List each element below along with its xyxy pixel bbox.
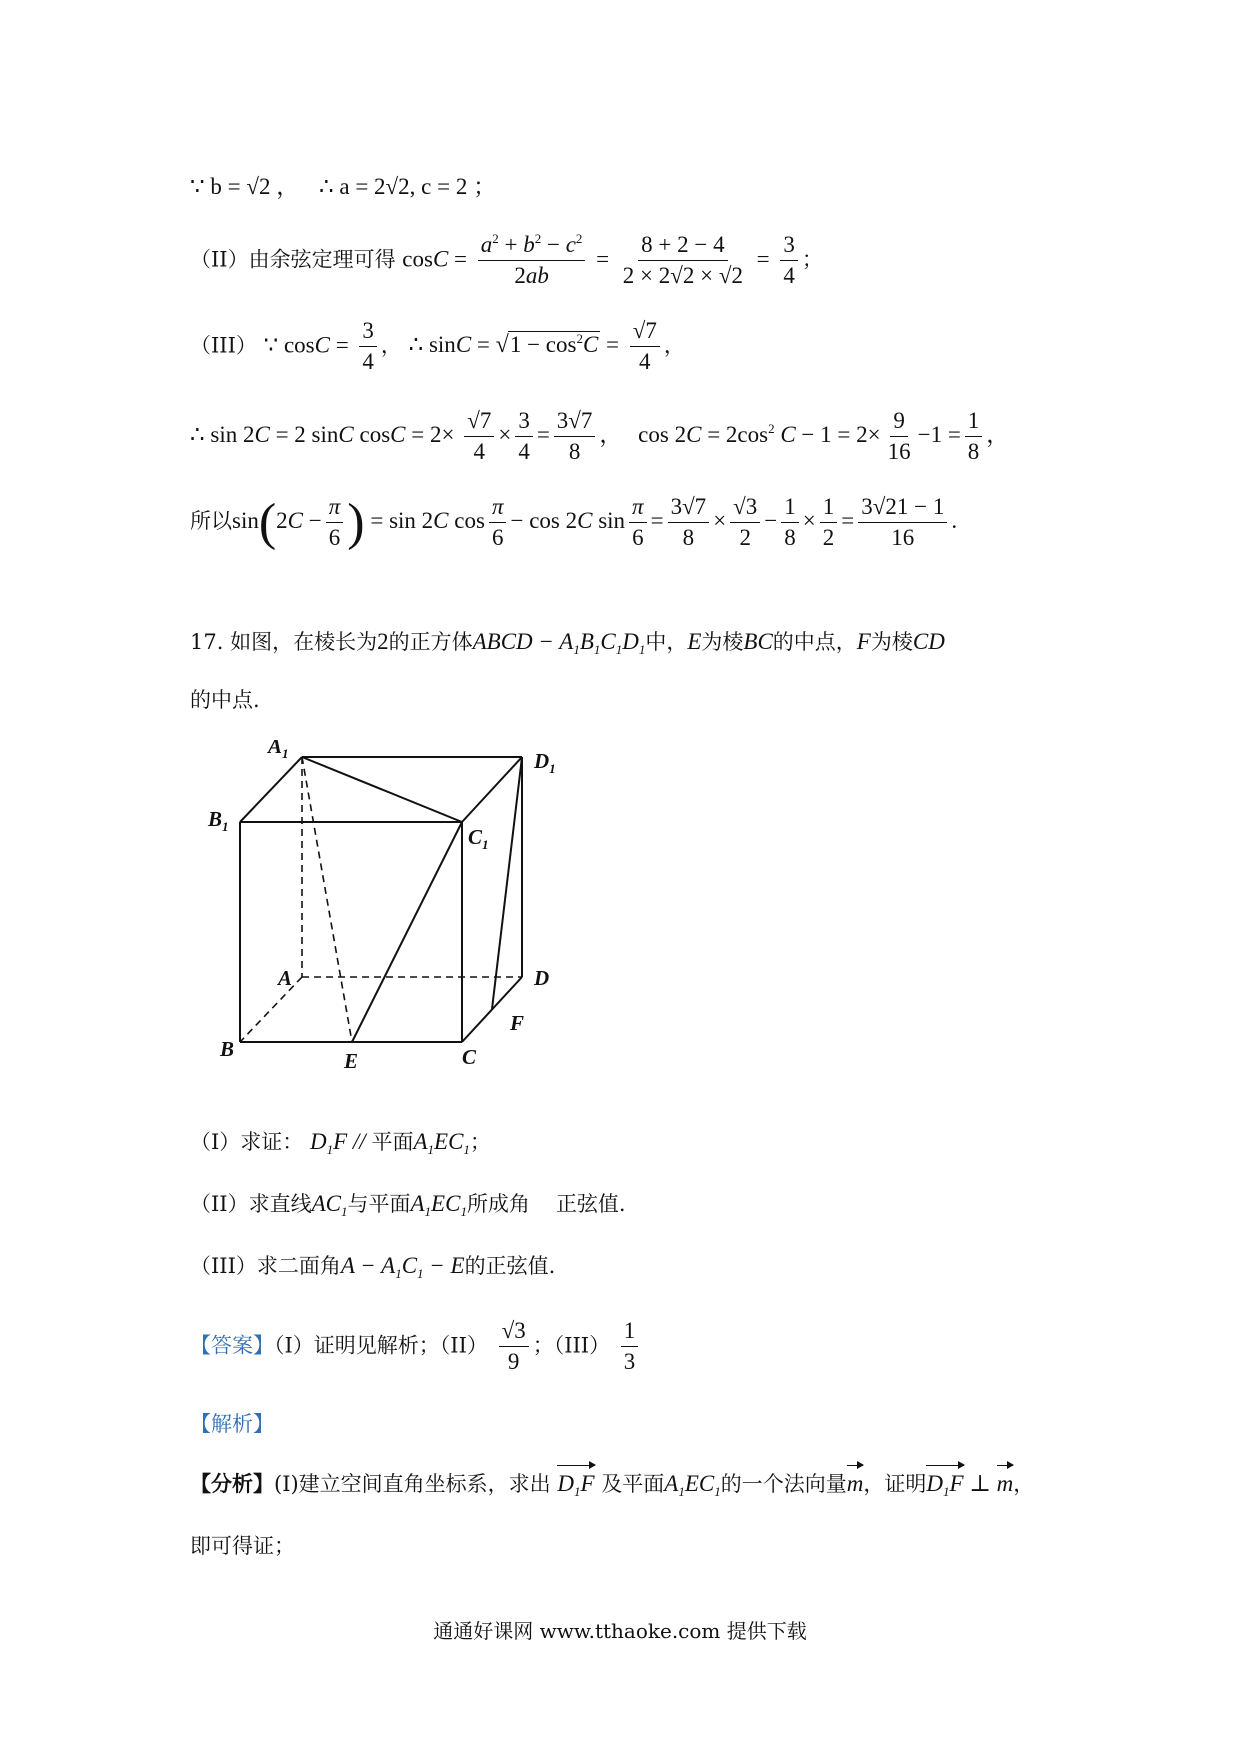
solution-part-3: （III） ∵ cosC = $\frac{3}{4}$ ， ∴ $\sin C = √1 - \cos^2C$ = $\frac{√7}{4}$ ， bbox=[190, 318, 685, 375]
q1-text-b: 平面 bbox=[371, 1130, 414, 1154]
label-c: C bbox=[462, 1045, 477, 1069]
label-d: D bbox=[534, 966, 550, 990]
cos-law-fraction: $\frac{a^2 + b^2 - c^2}{2ab}$ bbox=[478, 232, 586, 290]
problem-number: 17. bbox=[190, 630, 224, 654]
analysis-line-2: 即可得证； bbox=[190, 1534, 295, 1558]
q1-text-c: ； bbox=[469, 1130, 491, 1154]
question-3: （III）求二面角$A - A_1C_1 - E$的正弦值. bbox=[190, 1253, 556, 1281]
question-2: （II）求直线$AC_1$与平面$A_1EC_1$所成角 正弦值. bbox=[190, 1191, 626, 1219]
answer-line: 【答案】（I）证明见解析；（II） $\frac{√3}{9}$ ；（III） $\frac{1}{3}$ bbox=[190, 1318, 642, 1376]
fenxi-text-a: (I)建立空间直角坐标系，求出 bbox=[274, 1472, 551, 1496]
fenxi-text-e: ， bbox=[1013, 1472, 1035, 1496]
problem-intro-c: 中， bbox=[645, 630, 688, 654]
answer-part-2: ；（III） bbox=[532, 1333, 611, 1358]
problem-17-line2: 的中点. bbox=[190, 688, 260, 712]
label-a1: $A_1$ bbox=[268, 740, 289, 761]
problem-intro-e: 的中点， bbox=[772, 630, 857, 654]
answer-part-1: （I）证明见解析；（II） bbox=[274, 1333, 488, 1358]
cube-figure bbox=[200, 740, 580, 1080]
problem-17-statement: 17. 如图，在棱长为2的正方体ABCD − $A_1B_1C_1D_1$中，E为棱BC的中点，F为棱CD bbox=[190, 629, 945, 657]
hidden-edge-a-b bbox=[240, 977, 302, 1042]
edge-length: 2 bbox=[377, 629, 389, 654]
q3-label: （III） bbox=[190, 1254, 257, 1278]
segment-a1-c1 bbox=[302, 757, 462, 822]
analysis-tag: 【解析】 bbox=[190, 1412, 274, 1436]
therefore-text: ∴ a = 2√2, c = 2 ； bbox=[318, 174, 497, 199]
q2-text-a: 求直线 bbox=[248, 1192, 312, 1216]
page-footer: 通通好课网 www.tthaoke.com 提供下载 bbox=[433, 1619, 807, 1643]
fenxi-text-d: ，证明 bbox=[863, 1472, 927, 1496]
edge-d1-c1 bbox=[462, 757, 522, 822]
edge-a1-b1 bbox=[240, 757, 302, 822]
label-b: B bbox=[220, 1037, 235, 1061]
q2-text-c: 所成角 bbox=[466, 1192, 530, 1216]
cos-law-numeric-fraction: $\frac{8 + 2 - 4}{2 \times 2√2 \times √2}$ bbox=[622, 232, 743, 289]
fenxi-tag: 【分析】 bbox=[190, 1471, 274, 1496]
problem-intro-d: 为棱 bbox=[701, 630, 744, 654]
q2-text-b: 与平面 bbox=[347, 1192, 411, 1216]
part3-label: （III） bbox=[190, 333, 257, 358]
fenxi-text-b: 及平面 bbox=[601, 1472, 665, 1496]
fenxi-text-c: 的一个法向量 bbox=[720, 1472, 847, 1496]
label-c1: $C_1$ bbox=[468, 825, 489, 852]
label-e: E bbox=[344, 1049, 359, 1073]
solution-part-2: （II）由余弦定理可得 cosC = $\frac{a^2 + b^2 - c^2}{2ab}$ = $\frac{8 + 2 - 4}{2 \times 2√2 \times √2}$ = $\frac{3}{4}$ ； bbox=[190, 231, 823, 289]
q3-text-a: 求二面角 bbox=[256, 1254, 341, 1278]
analysis-line-1: 【分析】(I)建立空间直角坐标系，求出 $D_1F$ 及平面$A_1EC_1$的一个法向量 m，证明 $D_1F$ ⊥ m， bbox=[190, 1468, 1034, 1500]
segment-d1-f bbox=[492, 757, 522, 1009]
hidden-segment-a1-e bbox=[302, 757, 352, 1042]
solution-line-1 bbox=[190, 168, 496, 201]
q1-label: （I） bbox=[190, 1130, 241, 1154]
problem-intro-f: 为棱 bbox=[870, 630, 913, 654]
solution-sin2c-line: ∴ sin 2C = 2 sinC cosC = 2× $\frac{√7}{4}$ × $\frac{3}{4}$ = $\frac{3√7}{8}$ ， $\cos 2C = 2\cos^2$ C − 1 = 2× $\frac{9}{16}$ −1 = $\frac{1}{8}$ ， bbox=[190, 408, 1010, 465]
q2-label: （II） bbox=[190, 1192, 249, 1216]
solution-final-line: 所以sin(2C − $\frac{\pi}{6}$ ) = sin 2C cos $\frac{\pi}{6}$ − cos 2C sin $\frac{\pi}{6}$ = $\frac{3√7}{8}$ × $\frac{√3}{2}$ − $\frac{1}{8}$ × $\frac{1}{2}$ = $\frac{3√21 - 1}{16}$ . bbox=[190, 493, 958, 551]
label-f: F bbox=[510, 1011, 525, 1035]
label-a: A bbox=[278, 966, 293, 990]
part2-text: 由余弦定理可得 bbox=[248, 247, 396, 272]
q3-text-b: 的正弦值. bbox=[464, 1254, 556, 1278]
question-1: （I）求证： $D_1F$ // 平面$A_1EC_1$； bbox=[190, 1129, 491, 1157]
label-d1: $D_1$ bbox=[534, 749, 556, 776]
segment-c1-e bbox=[352, 822, 462, 1042]
problem-intro-b: 的正方体 bbox=[388, 630, 473, 654]
q2-text-d: 正弦值. bbox=[555, 1192, 626, 1216]
problem-intro-a: 如图，在棱长为 bbox=[230, 630, 378, 654]
answer-tag: 【答案】 bbox=[190, 1333, 274, 1358]
label-b1: $B_1$ bbox=[208, 807, 229, 834]
q1-text-a: 求证： bbox=[240, 1130, 304, 1154]
part2-label: （II） bbox=[190, 247, 249, 272]
because-b-text: ∵ b = √2 ， bbox=[190, 174, 300, 199]
